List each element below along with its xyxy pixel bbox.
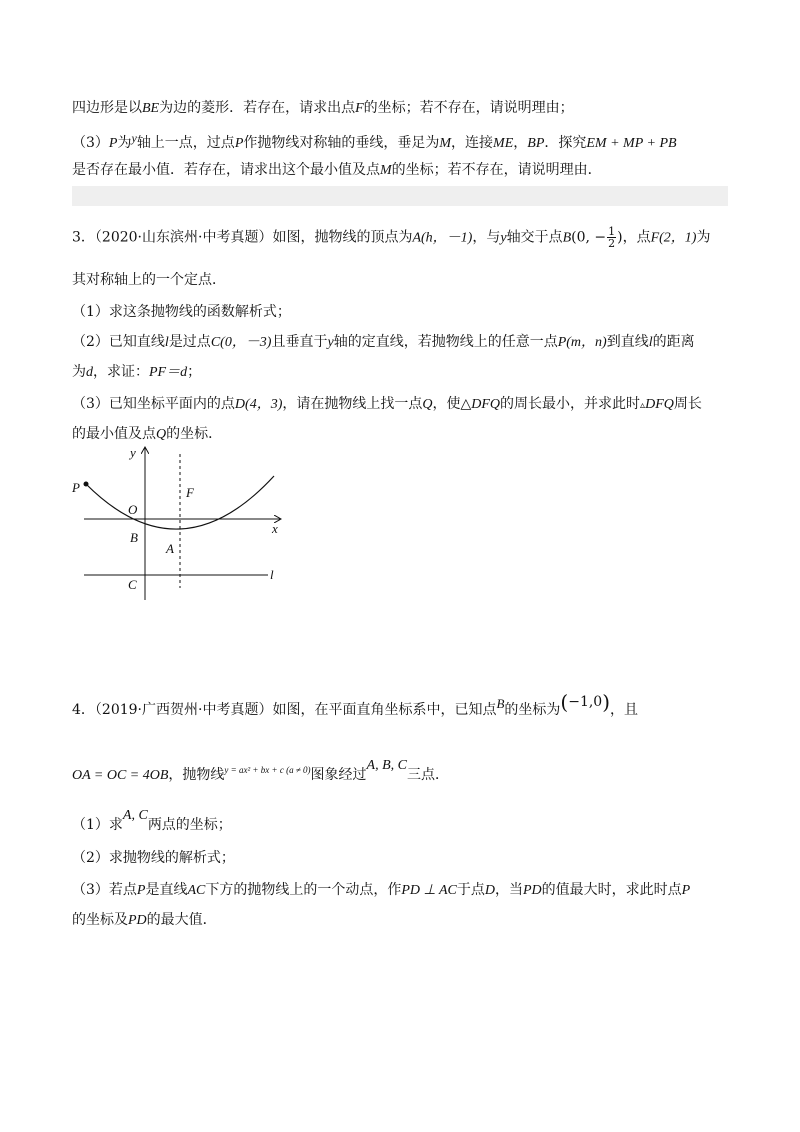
text: 的周长最小，并求此时 — [500, 396, 641, 412]
equation: PF＝d — [149, 365, 188, 380]
coord-b: (−1,0) — [560, 690, 611, 714]
var-be: BE — [142, 101, 160, 116]
segment-pd: PD — [523, 883, 542, 898]
x-axis-label: x — [272, 521, 278, 536]
label-a: A — [166, 541, 174, 556]
label-p: P — [72, 480, 80, 495]
var-b: B — [496, 696, 505, 711]
text: ，抛物线 — [168, 767, 225, 783]
vertex-a: A(h，－1) — [412, 230, 473, 246]
text: （1）求 — [72, 817, 123, 833]
text: 为 — [696, 229, 711, 246]
expression: EM + MP + PB — [586, 136, 677, 151]
text: 是过点 — [168, 334, 211, 350]
text: 的坐标；若不存在，请说明理由． — [391, 162, 602, 178]
text: 是否存在最小值．若存在，请求出这个最小值及点 — [72, 162, 380, 178]
text: ，使△ — [432, 396, 472, 412]
text: （3）若点 — [72, 882, 137, 898]
var-f: F — [355, 101, 364, 116]
text: 轴上一点，过点 — [136, 135, 235, 151]
text: 为 — [117, 135, 132, 151]
question-number: 3． — [72, 229, 95, 246]
point-p: P(m，n) — [557, 335, 607, 350]
line-ac: AC — [187, 883, 206, 898]
text: 的坐标为 — [504, 702, 561, 718]
text: 三点． — [406, 767, 449, 783]
text: （3）已知坐标平面内的点 — [72, 396, 235, 412]
text: 轴交于点 — [506, 229, 563, 246]
point-f: F(2，1) — [650, 230, 697, 246]
triangle-symbol: ▵ — [640, 400, 646, 411]
var-y: y — [500, 230, 507, 246]
q3-stem-line-1 — [72, 226, 728, 249]
var-q: Q — [156, 427, 167, 442]
coord-value: −1,0 — [568, 694, 603, 710]
text: ，连接 — [451, 135, 494, 151]
text: 为 — [72, 364, 86, 380]
var-d: d — [86, 365, 93, 380]
label-o: O — [128, 502, 138, 517]
var-me: ME — [493, 136, 514, 151]
text: ，求证： — [93, 364, 149, 380]
text: 的值最大时，求此时点 — [541, 882, 682, 898]
fraction — [607, 226, 616, 249]
perpendicular-expr: PD ⊥ AC — [401, 883, 457, 898]
text: （2）已知直线 — [72, 334, 165, 350]
text: 周长 — [673, 396, 702, 412]
point-c: C(0，－3) — [210, 335, 272, 350]
parabola-equation: y = ax² + bx + c (a ≠ 0) — [224, 765, 311, 775]
y-axis-label: y — [130, 445, 136, 460]
text: 到直线 — [606, 334, 649, 350]
var-l: l — [648, 335, 653, 350]
points-ac: A, C — [122, 808, 148, 823]
var-bp: BP — [527, 136, 545, 151]
denominator: 2 — [608, 237, 616, 250]
var-p: P — [136, 883, 146, 898]
q2-line-2 — [72, 128, 728, 154]
q4-part-3-line-2 — [72, 910, 728, 931]
text: 的坐标；若不存在，请说明理由； — [363, 100, 574, 116]
point-p-dot — [84, 482, 89, 487]
text: ．探究 — [544, 135, 587, 151]
var-p: P — [234, 136, 244, 151]
text: ，点 — [622, 229, 651, 246]
text: 的坐标． — [166, 426, 223, 442]
question-source: （2019·广西贺州·中考真题） — [94, 702, 273, 718]
coord-text: ) — [617, 229, 623, 246]
label-f: F — [186, 485, 194, 500]
text: 于点 — [456, 882, 485, 898]
label-b: B — [130, 530, 138, 545]
triangle-dfq: DFQ — [645, 397, 674, 412]
text: 如图，在平面直角坐标系中，已知点 — [272, 702, 497, 718]
text: 作抛物线对称轴的垂线，垂足为 — [243, 135, 440, 151]
var-q: Q — [422, 397, 433, 412]
text: 四边形是以 — [72, 100, 142, 116]
var-y: y — [131, 131, 137, 145]
q2-line-3 — [72, 160, 728, 181]
text: ，且 — [610, 702, 639, 718]
segment-pd: PD — [128, 913, 147, 928]
text: 下方的抛物线上的一个动点，作 — [205, 882, 402, 898]
text: 的最大值． — [146, 912, 217, 928]
text: ，当 — [495, 882, 523, 898]
text: 轴的定直线，若抛物线上的任意一点 — [333, 334, 558, 350]
label-c: C — [128, 577, 137, 592]
text: 图象经过 — [310, 767, 367, 783]
q4-part-3-line-1 — [72, 880, 728, 901]
q4-part-2 — [72, 848, 728, 868]
text: （1）求这条抛物线的函数解析式； — [72, 304, 291, 320]
equation: OA = OC = 4OB — [72, 768, 169, 783]
text: 为边的菱形．若存在，请求出点 — [159, 100, 356, 116]
text: 是直线 — [145, 882, 188, 898]
var-p: P — [681, 883, 691, 898]
var-b: B — [562, 230, 572, 246]
text: ，与 — [472, 229, 501, 246]
question-number: 4． — [72, 702, 95, 718]
text: 其对称轴上的一个定点． — [72, 272, 226, 288]
q3-part-2-line-2 — [72, 362, 728, 383]
text: ； — [187, 364, 202, 380]
var-l: l — [164, 335, 169, 350]
text: 且垂直于 — [271, 334, 328, 350]
point-d: D(4，3) — [234, 397, 283, 412]
text: 的坐标及 — [72, 912, 128, 928]
q3-stem-line-2 — [72, 270, 728, 290]
text: 如图，抛物线的顶点为 — [272, 229, 413, 246]
text: （2）求抛物线的解析式； — [72, 850, 235, 866]
separator-bar — [72, 186, 728, 206]
numerator: 1 — [608, 225, 616, 238]
var-y: y — [327, 335, 334, 350]
var-m: M — [439, 136, 452, 151]
text: ，请在抛物线上找一点 — [282, 396, 423, 412]
coord-text: (0, − — [571, 229, 607, 246]
label-l: l — [270, 567, 274, 582]
points-abc: A, B, C — [366, 758, 407, 773]
q4-stem-line-2 — [72, 756, 728, 786]
var-p: P — [108, 136, 118, 151]
text: 的最小值及点 — [72, 426, 156, 442]
q4-stem-line-1 — [72, 692, 728, 720]
text: ， — [513, 135, 528, 151]
question-source: （2020·山东滨州·中考真题） — [94, 229, 273, 246]
q3-parabola-figure — [60, 440, 300, 610]
triangle-dfq: DFQ — [471, 397, 501, 412]
part-number: （3） — [72, 135, 109, 151]
q4-part-1 — [72, 806, 728, 835]
q3-part-2-line-1 — [72, 332, 728, 353]
q2-line-1 — [72, 98, 728, 119]
text: 的距离 — [652, 334, 695, 350]
q3-part-3-line-1 — [72, 394, 728, 416]
var-m: M — [380, 163, 392, 178]
q3-part-1 — [72, 302, 728, 322]
var-d: D — [484, 883, 495, 898]
text: 两点的坐标； — [147, 817, 232, 833]
